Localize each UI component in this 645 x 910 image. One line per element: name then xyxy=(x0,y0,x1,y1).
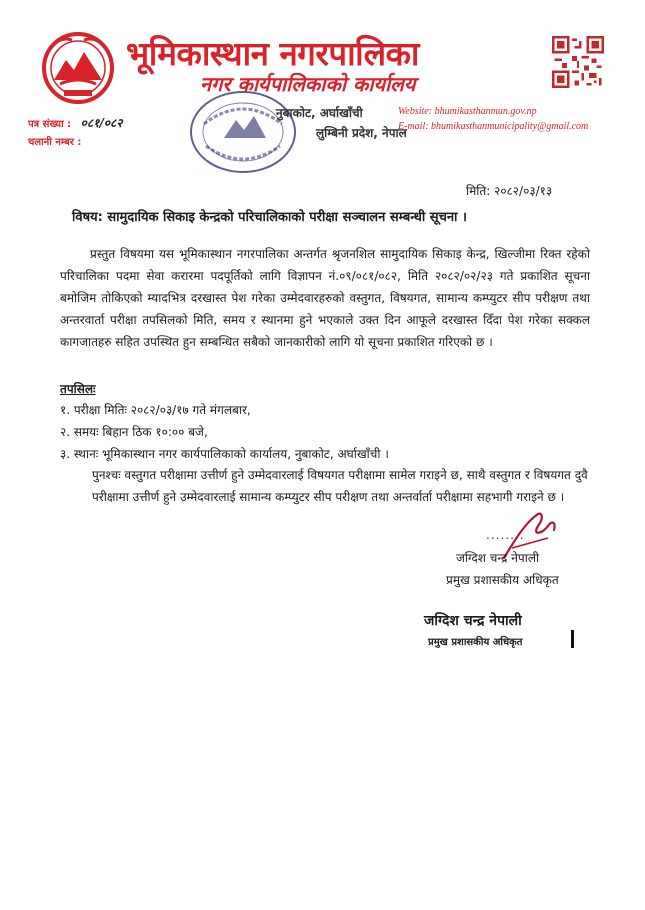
detail-item-venue: ३. स्थानः भूमिकास्थान नगर कार्यपालिकाको कार्यालय, नुबाकोट, अर्घाखाँची । xyxy=(60,447,389,461)
document-subject: विषय: सामुदायिक सिकाइ केन्द्रको परिचालिकाको परीक्षा सञ्चालन सम्बन्धी सूचना । xyxy=(72,210,467,225)
details-list xyxy=(60,399,389,465)
postscript-note: पुनश्चः वस्तुगत परीक्षामा उत्तीर्ण हुने उम्मेदवारलाई विषयगत परीक्षामा सामेल गराइने छ, साथै वस्तुगत र विषयगत दुवै परीक्षामा उत्तीर्ण हुने उम्मेदवारलाई सामान्य कम्प्युटर सीप परीक्षण तथा अन्तर्वार्ता परीक्षामा सहभागी गराइने छ । xyxy=(92,468,588,504)
org-name: भूमिकास्थान नगरपालिका xyxy=(126,34,419,73)
ref-number-value: ०८१/०८२ xyxy=(80,116,123,130)
title-stamp: प्रमुख प्रशासकीय अधिकृत xyxy=(428,637,523,648)
detail-item-time: २. समयः बिहान ठिक १०:०० बजे, xyxy=(60,425,208,439)
notice-paragraph: प्रस्तुत विषयमा यस भूमिकास्थान नगरपालिका अन्तर्गत श्रृजनशिल सामुदायिक सिकाइ केन्द्र, खिल्जीमा रिक्त रहेको परिचालिका पदमा सेवा करारमा पदपूर्तिको लागि विज्ञापन नं.०९/०८१/०८२, मिति २०८२/०२/२३ गते प्रकाशित सूचना बमोजिम तोकिएको म्यादभित्र दरखास्त पेश गरेका उम्मेदवारहरुको वस्तुगत, विषयगत, सामान्य कम्प्युटर सीप परीक्षण तथा अन्तरवार्ता परीक्षा तपसिलको मिति, समय र स्थानमा हुने भएकाले उक्त दिन आफूले दरखास्त दिँदा पेश गरेका सक्कल कागजातहरु सहित उपस्थित हुन सम्बन्धित सबैको जानकारीको लागि यो सूचना प्रकाशित गरिएको छ । xyxy=(60,247,590,349)
office-stamp xyxy=(184,84,302,184)
qr-code xyxy=(552,36,604,88)
signature-dots: ........ xyxy=(486,528,525,542)
email-text: E-mail: bhumikasthanmunicipality@gmail.com xyxy=(398,121,589,132)
ref-number-label: पत्र संख्या : xyxy=(28,119,72,130)
contact-info xyxy=(398,104,588,134)
dispatch-number-label: चलानी नम्बर : xyxy=(28,137,82,148)
ref-number xyxy=(28,114,122,131)
dispatch-number xyxy=(28,134,81,148)
document-date: मिति: २०८२/०३/१३ xyxy=(466,184,553,198)
detail-item-date: १. परीक्षा मितिः २०८२/०३/१७ गते मंगलबार, xyxy=(60,403,251,417)
address-line-1: नुबाकोट, अर्घाखाँची xyxy=(276,106,363,120)
notice-body xyxy=(60,243,590,353)
signatory-title: प्रमुख प्रशासकीय अधिकृत xyxy=(446,573,559,587)
details-heading: तपसिलः xyxy=(60,382,96,396)
website-text: Website: bhumikasthanmun.gov.np xyxy=(398,106,537,117)
signatory-name: जग्दिश चन्द्र नेपाली xyxy=(456,551,540,565)
stamp-mark xyxy=(571,630,574,648)
municipality-emblem xyxy=(40,30,116,104)
address-line-2: लुम्बिनी प्रदेश, नेपाल xyxy=(316,126,407,140)
office-name: नगर कार्यपालिकाको कार्यालय xyxy=(200,72,416,96)
name-stamp: जग्दिश चन्द्र नेपाली xyxy=(424,613,522,629)
